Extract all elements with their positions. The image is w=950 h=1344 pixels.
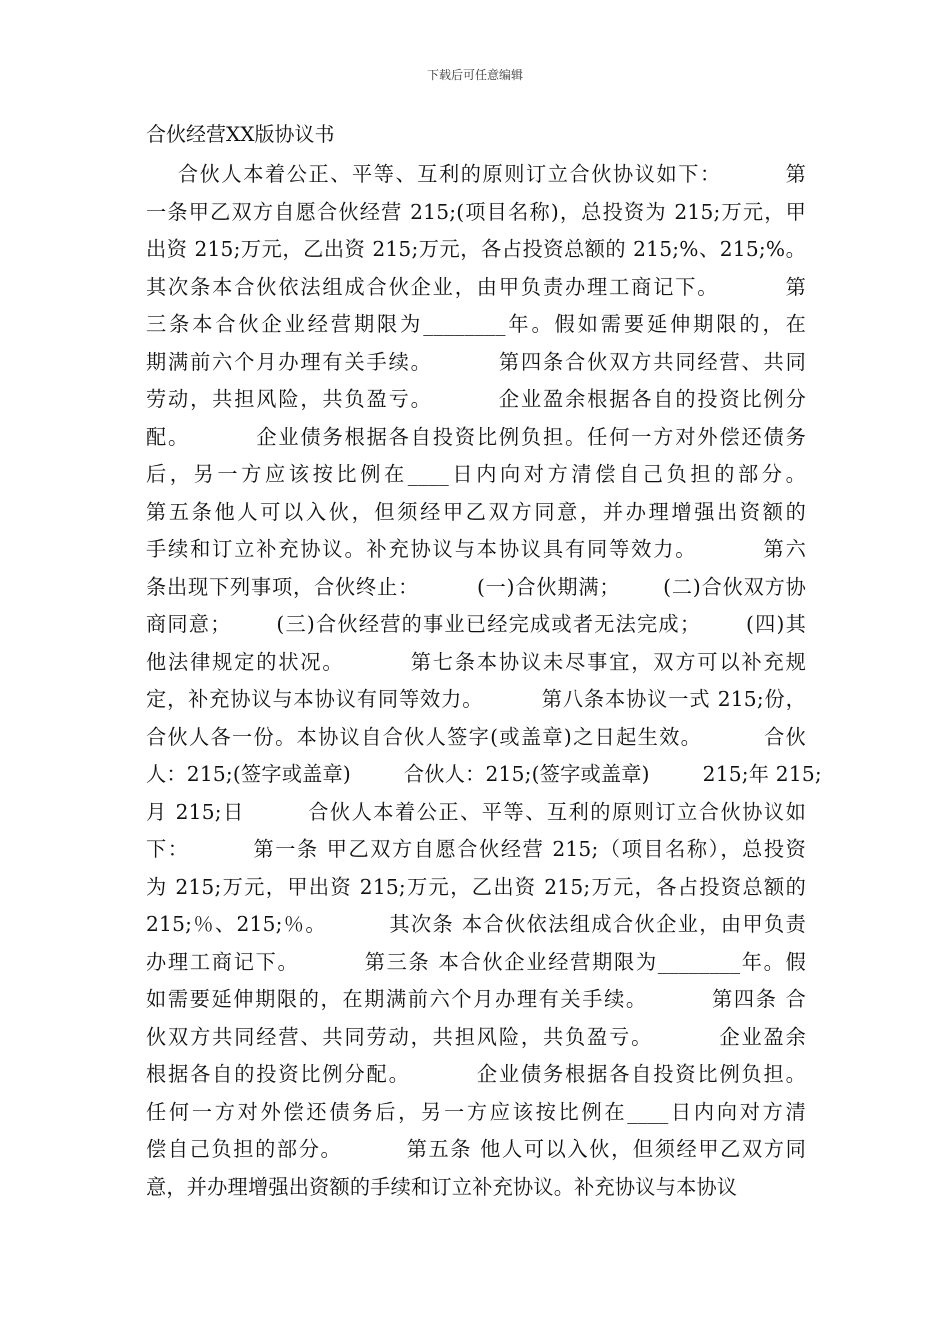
document-body: [146, 156, 822, 1206]
body-line: 办理工商记下。 第三条 本合伙企业经营期限为________年。假: [146, 949, 806, 974]
body-line: 配。 企业债务根据各自投资比例负担。任何一方对外偿还债务: [146, 424, 806, 449]
body-line: 商同意； (三)合伙经营的事业已经完成或者无法完成； (四)其: [146, 612, 806, 636]
body-line: 合伙人各一份。本协议自合伙人签字(或盖章)之日起生效。 合伙: [146, 724, 806, 749]
body-line: 其次条本合伙依法组成合伙企业，由甲负责办理工商记下。 第: [146, 274, 806, 299]
body-line: 出资 215;万元，乙出资 215;万元，各占投资总额的 215;%、215;%。: [146, 237, 806, 261]
body-line: 根据各自的投资比例分配。 企业债务根据各自投资比例负担。: [146, 1062, 806, 1086]
body-line: 后，另一方应该按比例在____日内向对方清偿自己负担的部分。: [146, 462, 806, 486]
body-line: 如需要延伸期限的，在期满前六个月办理有关手续。 第四条 合: [146, 987, 806, 1011]
body-line: 215;％、215;％。 其次条 本合伙依法组成合伙企业，由甲负责: [146, 912, 806, 936]
body-line: 一条甲乙双方自愿合伙经营 215;(项目名称)，总投资为 215;万元，甲: [146, 199, 806, 224]
body-line: 下： 第一条 甲乙双方自愿合伙经营 215;（项目名称），总投资: [146, 837, 806, 861]
document-title: 合伙经营XX版协议书: [146, 122, 335, 146]
body-line: 手续和订立补充协议。补充协议与本协议具有同等效力。 第六: [146, 537, 806, 561]
body-line: 期满前六个月办理有关手续。 第四条合伙双方共同经营、共同: [146, 349, 806, 374]
body-line: 定，补充协议与本协议有同等效力。 第八条本协议一式 215;份，: [146, 687, 806, 711]
body-line: 条出现下列事项，合伙终止： (一)合伙期满； (二)合伙双方协: [146, 574, 806, 599]
body-line: 偿自己负担的部分。 第五条 他人可以入伙，但须经甲乙双方同: [146, 1137, 806, 1161]
header-note: 下载后可任意编辑: [426, 68, 523, 82]
body-line: 劳动，共担风险，共负盈亏。 企业盈余根据各自的投资比例分: [146, 387, 806, 411]
body-line: 三条本合伙企业经营期限为________年。假如需要延伸期限的，在: [146, 312, 806, 336]
body-line: 月 215;日 合伙人本着公正、平等、互利的原则订立合伙协议如: [146, 799, 806, 824]
body-line: 人：215;(签字或盖章) 合伙人：215;(签字或盖章) 215;年 215;: [146, 762, 822, 786]
body-line: 为 215;万元，甲出资 215;万元，乙出资 215;万元，各占投资总额的: [146, 874, 806, 899]
body-line: 任何一方对外偿还债务后，另一方应该按比例在____日内向对方清: [146, 1099, 806, 1124]
body-line: 意，并办理增强出资额的手续和订立补充协议。补充协议与本协议: [146, 1174, 738, 1199]
body-line: 他法律规定的状况。 第七条本协议未尽事宜，双方可以补充规: [146, 649, 806, 674]
body-line: 第五条他人可以入伙，但须经甲乙双方同意，并办理增强出资额的: [146, 499, 806, 524]
body-line: 伙双方共同经营、共同劳动，共担风险，共负盈亏。 企业盈余: [146, 1024, 806, 1049]
body-line: 合伙人本着公正、平等、互利的原则订立合伙协议如下： 第: [146, 162, 806, 186]
